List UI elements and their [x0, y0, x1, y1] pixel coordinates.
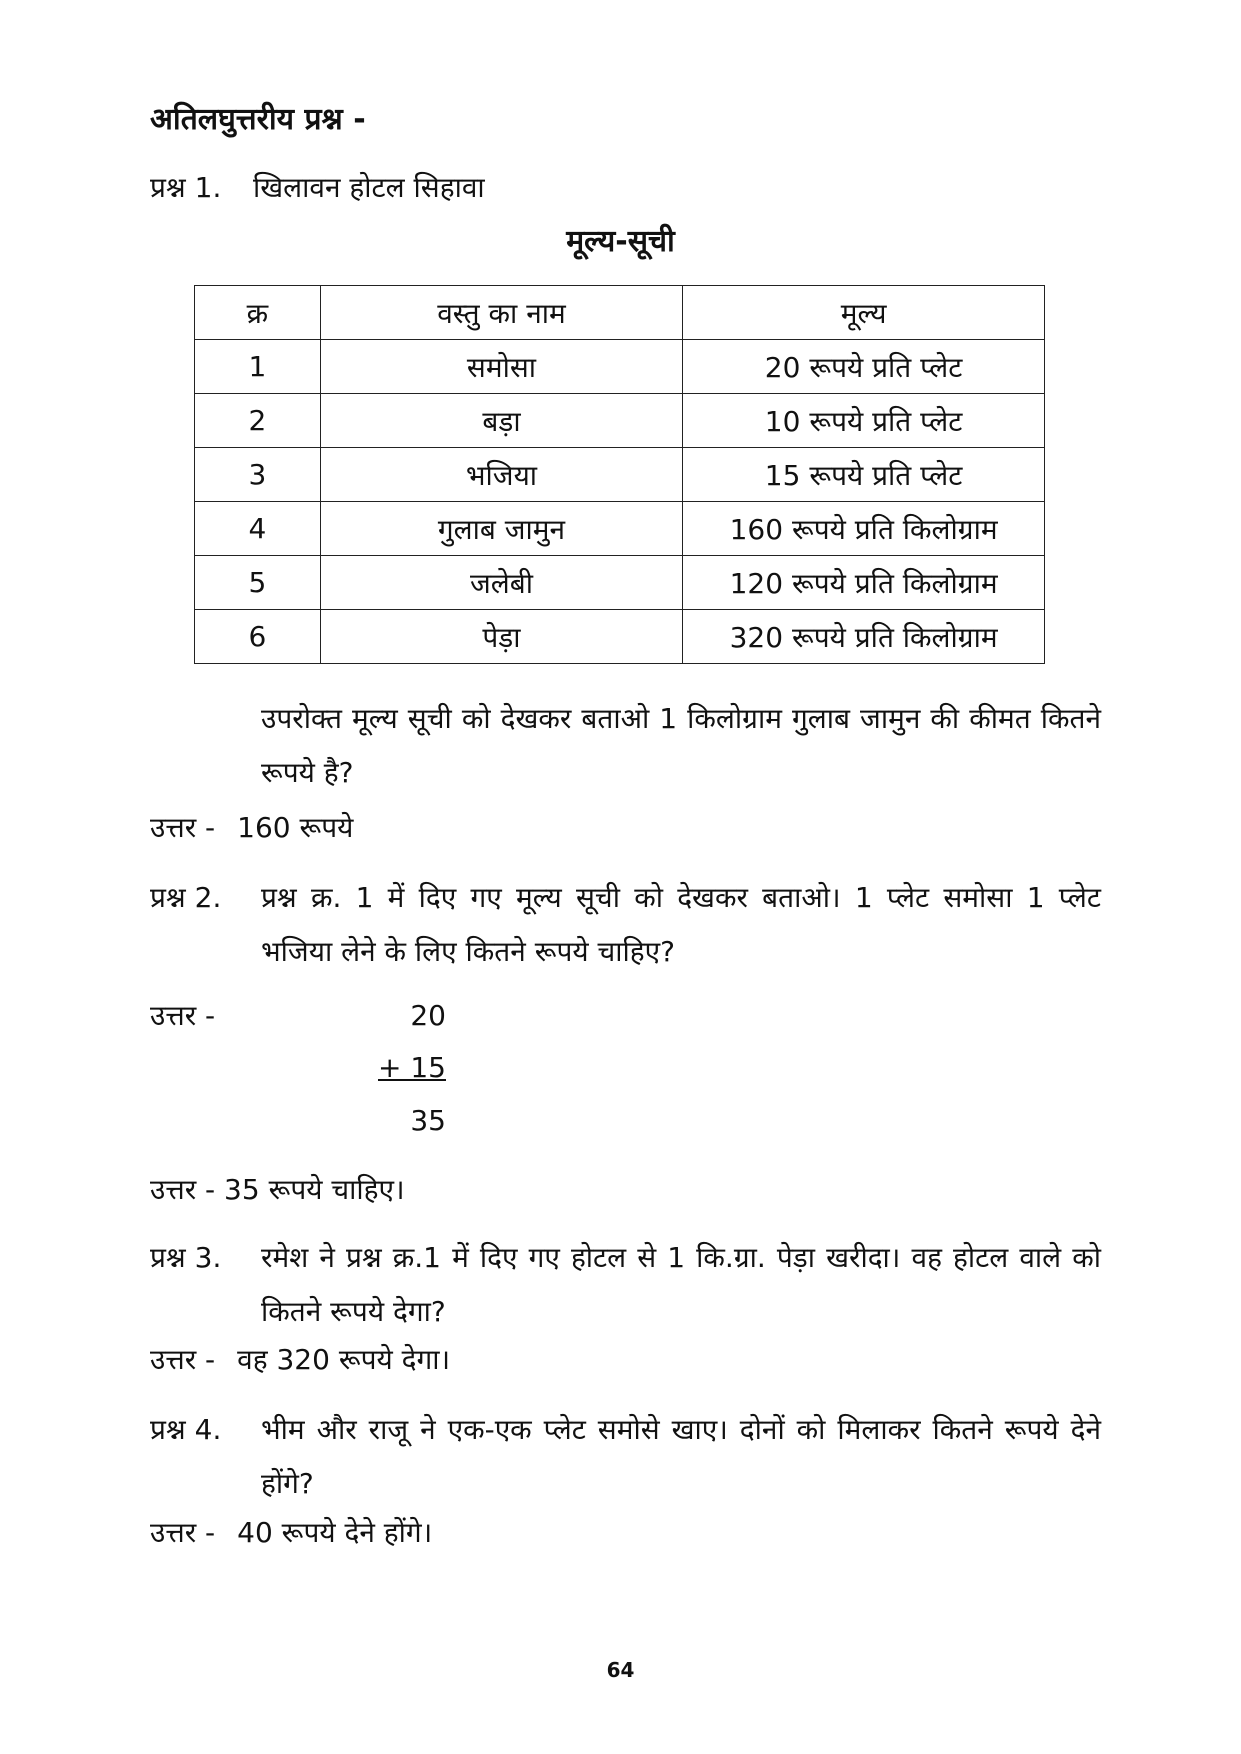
- q3-question: रमेश ने प्रश्न क्र.1 में दिए गए होटल से 1 कि.ग्रा. पेड़ा खरीदा। वह होटल वाले को कितने रूपये देगा?: [261, 1241, 1101, 1328]
- table-header-row: [195, 286, 1045, 340]
- table-row: [195, 340, 1045, 394]
- cell-item: समोसा: [320, 340, 682, 394]
- table-title: मूल्य-सूची: [566, 224, 675, 259]
- page-number: 64: [606, 1658, 635, 1682]
- cell-serial: 3: [195, 448, 321, 502]
- q2-label: प्रश्न 2.: [150, 881, 222, 914]
- cell-price: 15 रूपये प्रति प्लेट: [683, 448, 1045, 502]
- calc-line-1: 20: [410, 999, 446, 1032]
- q1-answer-line: [150, 808, 353, 848]
- section-heading: अतिलघुत्तरीय प्रश्न -: [150, 102, 366, 137]
- cell-item: गुलाब जामुन: [320, 502, 682, 556]
- q1-label: प्रश्न 1.: [150, 171, 222, 204]
- header-price: मूल्य: [683, 286, 1045, 340]
- price-table: [194, 285, 1045, 664]
- cell-item: जलेबी: [320, 556, 682, 610]
- q4-question: भीम और राजू ने एक-एक प्लेट समोसे खाए। दोनों को मिलाकर कितने रूपये देने होंगे?: [261, 1413, 1101, 1500]
- cell-price: 320 रूपये प्रति किलोग्राम: [683, 610, 1045, 664]
- cell-item: पेड़ा: [320, 610, 682, 664]
- table-row: [195, 556, 1045, 610]
- cell-price: 10 रूपये प्रति प्लेट: [683, 394, 1045, 448]
- cell-serial: 6: [195, 610, 321, 664]
- header-serial: क्र: [195, 286, 321, 340]
- cell-item: बड़ा: [320, 394, 682, 448]
- header-item-name: वस्तु का नाम: [320, 286, 682, 340]
- q4-answer-line: [150, 1513, 432, 1553]
- calc-result: 35: [410, 1104, 446, 1137]
- q2-final-answer: उत्तर - 35 रूपये चाहिए।: [150, 1173, 405, 1206]
- q2-answer-label: उत्तर -: [150, 999, 216, 1032]
- cell-item: भजिया: [320, 448, 682, 502]
- cell-serial: 4: [195, 502, 321, 556]
- cell-price: 160 रूपये प्रति किलोग्राम: [683, 502, 1045, 556]
- answer-label: उत्तर -: [150, 811, 216, 844]
- q2-question: प्रश्न क्र. 1 में दिए गए मूल्य सूची को देखकर बताओ। 1 प्लेट समोसा 1 प्लेट भजिया लेने के लिए कितने रूपये चाहिए?: [261, 881, 1101, 968]
- q3-answer: वह 320 रूपये देगा।: [237, 1343, 451, 1376]
- q1-title: खिलावन होटल सिहावा: [253, 171, 485, 204]
- q3-label: प्रश्न 3.: [150, 1241, 222, 1274]
- answer-label: उत्तर -: [150, 1343, 216, 1376]
- cell-serial: 2: [195, 394, 321, 448]
- q3-answer-line: [150, 1340, 450, 1380]
- table-row: [195, 448, 1045, 502]
- calc-addend: + 15: [378, 1051, 446, 1084]
- q1-answer: 160 रूपये: [237, 811, 354, 844]
- table-row: [195, 502, 1045, 556]
- table-row: [195, 610, 1045, 664]
- q4-answer: 40 रूपये देने होंगे।: [237, 1516, 433, 1549]
- cell-serial: 5: [195, 556, 321, 610]
- calc-line-2: [376, 1048, 446, 1088]
- q1-question: उपरोक्त मूल्य सूची को देखकर बताओ 1 किलोग्राम गुलाब जामुन की कीमत कितने रूपये है?: [261, 702, 1101, 789]
- answer-label: उत्तर -: [150, 1516, 216, 1549]
- cell-serial: 1: [195, 340, 321, 394]
- table-row: [195, 394, 1045, 448]
- cell-price: 20 रूपये प्रति प्लेट: [683, 340, 1045, 394]
- q4-label: प्रश्न 4.: [150, 1413, 222, 1446]
- cell-price: 120 रूपये प्रति किलोग्राम: [683, 556, 1045, 610]
